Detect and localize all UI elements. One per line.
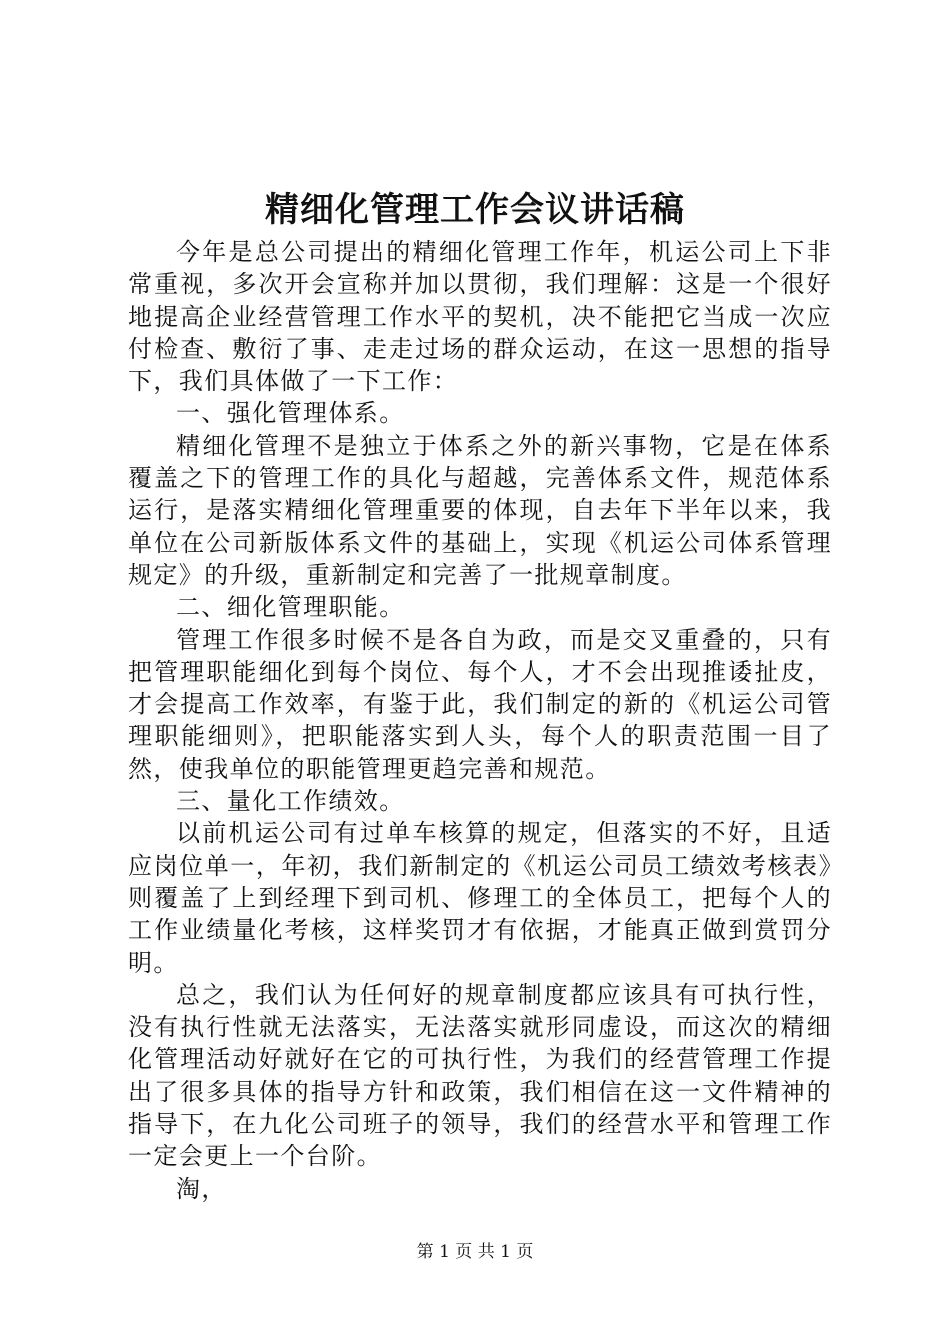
- paragraph-section-3: 以前机运公司有过单车核算的规定，但落实的不好，且适应岗位单一，年初，我们新制定的《机运公司员工绩效考核表》则覆盖了上到经理下到司机、修理工的全体员工，把每个人的工作业绩量化考核，这样奖罚才有依据，才能真正做到赏罚分明。: [128, 819, 832, 977]
- section-heading-2: 二、细化管理职能。: [176, 593, 405, 622]
- section-heading-1: 一、强化管理体系。: [176, 399, 405, 428]
- paragraph-conclusion: 总之，我们认为任何好的规章制度都应该具有可执行性，没有执行性就无法落实，无法落实就形同虚设，而这次的精细化管理活动好就好在它的可执行性，为我们的经营管理工作提出了很多具体的指导方针和政策，我们相信在这一文件精神的指导下，在九化公司班子的领导，我们的经营水平和管理工作一定会更上一个台阶。: [128, 980, 832, 1171]
- paragraph-trailing: 淘，: [176, 1174, 227, 1203]
- paragraph-intro: 今年是总公司提出的精细化管理工作年，机运公司上下非常重视，多次开会宣称并加以贯彻，我们理解：这是一个很好地提高企业经营管理工作水平的契机，决不能把它当成一次应付检查、敷衍了事、走走过场的群众运动，在这一思想的指导下，我们具体做了一下工作：: [128, 238, 832, 396]
- paragraph-section-2: 管理工作很多时候不是各自为政，而是交叉重叠的，只有把管理职能细化到每个岗位、每个人，才不会出现推诿扯皮，才会提高工作效率，有鉴于此，我们制定的新的《机运公司管理职能细则》，把职能落实到人头，每个人的职责范围一目了然，使我单位的职能管理更趋完善和规范。: [128, 625, 832, 783]
- paragraph-section-1: 精细化管理不是独立于体系之外的新兴事物，它是在体系覆盖之下的管理工作的具化与超越，完善体系文件，规范体系运行，是落实精细化管理重要的体现，自去年下半年以来，我单位在公司新版体系文件的基础上，实现《机运公司体系管理规定》的升级，重新制定和完善了一批规章制度。: [128, 431, 832, 589]
- section-heading-3: 三、量化工作绩效。: [176, 787, 405, 816]
- document-body: [128, 236, 832, 1205]
- page-title: 精细化管理工作会议讲话稿: [265, 190, 685, 230]
- page-footer: 第 1 页 共 1 页: [416, 1242, 534, 1262]
